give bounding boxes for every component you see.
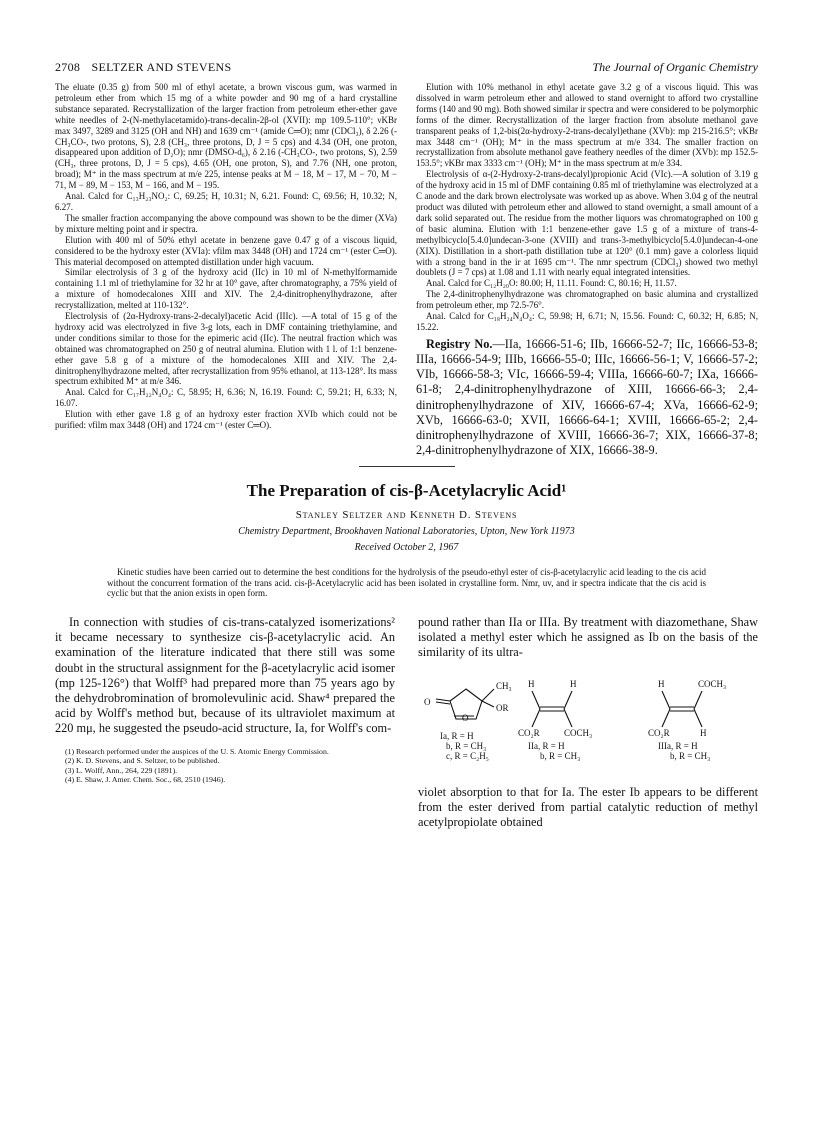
chemical-structures	[418, 669, 758, 779]
paragraph: In connection with studies of cis-trans-catalyzed isomerizations² it became necessary to synthesize cis-β-acetylacrylic acid. An examination of the literature indicated that there still was some doubt in the structural assignment for the β-acetylacrylic acid isomer (mp 125-126°) that Wolff³ had prepared more than 75 years ago by the dehydrobromination of bromolevulinic acid. Shaw⁴ prepared the acid by Wolff's method but, because of its ultraviolet maximum at 220 mμ, he suggested the pseudo-acid structure, Ia, for Wolff's com-	[55, 614, 395, 736]
atom-label: CH₃	[496, 680, 512, 691]
body-right-column	[418, 615, 758, 830]
paragraph: Anal. Calcd for C₁₇H₂₂N₄O₄: C, 58.95; H, 6.36; N, 16.19. Found: C, 59.21; H, 6.33; N, 16.07.	[55, 387, 397, 409]
paragraph: Similar electrolysis of 3 g of the hydroxy acid (IIc) in 10 ml of N-methylformamide containing 1.1 ml of triethylamine for 32 hr at 10° gave, after chromatography, a 75% yield of a mixture of homodecalones XIII and XIV. The 2,4-dinitrophenylhydrazone, after recrystallization, melted at 110-132°.	[55, 267, 397, 311]
paragraph: The eluate (0.35 g) from 500 ml of ethyl acetate, a brown viscous gum, was warmed in petroleum ether from which 15 mg of a white powder and 90 mg of a hard crystalline substance separated. Recrystallization of the larger fraction from petroleum ether-ether gave white needles of 2-(N-methylacetamido)-trans-decalin-2β-ol (XVII): mp 109.5-110°; νKBr max 3497, 3289 and 3125 (OH and NH) and 1639 cm⁻¹ (amide C═O); nmr (CDCl₃), δ 2.26 (-CH₃CO-, two protons, S), 2.8 (CH₃, three protons, D, J = 5 cps) and 4.34 (OH, one proton, disappeared upon addition of D₂O); nmr (DMSO-d₆), δ 2.16 (-CH₃CO-, two protons, S), 2.59 (CH₃, three protons, D, J = 5 cps), 4.65 (OH, one proton, S), and 7.76 (NH, one proton, broad); M⁺ in the mass spectrum at m/e 225, intense peaks at M − 18, M − 17, M − 70, M − 71, M − 89, M − 153, M − 166, and M − 195.	[55, 82, 397, 191]
received-date: Received October 2, 1967	[354, 542, 459, 554]
compound-label: Ia, R = H	[440, 730, 474, 741]
registry-numbers	[416, 337, 758, 459]
atom-label: O	[424, 696, 431, 707]
compound-label: b, R = CH₃	[540, 750, 581, 761]
paragraph: Anal. Calcd for C₁₃H₂₃NO₂: C, 69.25; H, 10.31; N, 6.21. Found: C, 69.56; H, 10.32; N, 6.27.	[55, 191, 397, 212]
compound-label: IIa, R = H	[528, 740, 565, 751]
journal-page	[55, 60, 758, 830]
running-authors: SELTZER AND STEVENS	[91, 60, 232, 74]
compound-label: IIIa, R = H	[658, 740, 698, 751]
footnotes	[55, 747, 395, 785]
journal-name: The Journal of Organic Chemistry	[592, 60, 758, 74]
atom-label: H	[570, 678, 577, 689]
atom-label: COCH₃	[698, 678, 727, 689]
compound-label: c, R = C₂H₅	[446, 750, 489, 761]
experimental-right-column	[416, 82, 758, 458]
footnote: (3) L. Wolff, Ann., 264, 229 (1891).	[65, 765, 178, 775]
atom-label: O	[462, 712, 469, 723]
registry-text: —IIa, 16666-51-6; IIb, 16666-52-7; IIc, 16666-53-8; IIIa, 16666-54-9; IIIb, 16666-55-0; IIIc, 16666-56-1; V, 16666-57-2; VIb, 16666-58-3; VIc, 16666-59-4; VIIIa, 16666-60-7; IXa, 16666-61-8; 2,4-dinitrophenylhydrazone of XIII, 16666-66-3; 2,4-dinitrophenylhydrazone of XIV, 16666-67-4; XVa, 16666-62-9; XVb, 16666-63-0; XVII, 16666-64-1; XVIII, 16666-65-2; 2,4-dinitrophenylhydrazone of XVIII, 16666-36-7; XIX, 16666-37-8; 2,4-dinitrophenylhydrazone of XIX, 16666-38-9.	[416, 336, 758, 458]
paragraph: The smaller fraction accompanying the above compound was shown to be the dimer (XVa) by mixture melting point and ir spectra.	[55, 212, 397, 234]
paragraph: Anal. Calcd for C₁₂H₂₀O: 80.00; H, 11.11. Found: C, 80.16; H, 11.57.	[426, 278, 677, 289]
article-title: The Preparation of cis-β-Acetylacrylic Acid¹	[246, 481, 567, 501]
atom-label: H	[658, 678, 665, 689]
affiliation: Chemistry Department, Brookhaven National Laboratories, Upton, New York 11973	[238, 526, 575, 538]
compound-label: b, R = CH₃	[670, 750, 711, 761]
page-header	[55, 60, 758, 82]
header-left	[55, 60, 231, 75]
article-body	[55, 615, 758, 830]
experimental-left-column	[55, 82, 397, 458]
compound-label: b, R = CH₃	[446, 740, 487, 751]
atom-label: H	[700, 727, 707, 738]
paragraph: Elution with ether gave 1.8 g of an hydroxy ester fraction XVIb which could not be purified: νfilm max 3448 (OH) and 1724 cm⁻¹ (ester C═O).	[55, 409, 397, 431]
footnote: (2) K. D. Stevens, and S. Seltzer, to be published.	[65, 756, 220, 766]
paragraph: pound rather than IIa or IIIa. By treatment with diazomethane, Shaw isolated a methyl ester which he assigned as Ib on the basis of the similarity of its ultra-	[418, 614, 758, 660]
section-divider	[359, 466, 455, 467]
footnote: (1) Research performed under the auspices of the U. S. Atomic Energy Commission.	[65, 746, 329, 756]
paragraph: Anal. Calcd for C₁₈H₂₄N₄O₄: C, 59.98; H, 6.71; N, 15.56. Found: C, 60.32; H, 6.85; N, 15.22.	[416, 311, 758, 332]
registry-label: Registry No.	[426, 336, 493, 351]
paragraph: violet absorption to that for Ia. The ester Ib appears to be different from the ester derived from partial catalytic reduction of methyl acetylpropiolate obtained	[418, 784, 758, 829]
structure-iia-alkene	[532, 691, 572, 727]
footnote: (4) E. Shaw, J. Amer. Chem. Soc., 68, 2510 (1946).	[65, 775, 226, 785]
paragraph: Elution with 10% methanol in ethyl acetate gave 3.2 g of a viscous liquid. This was dissolved in warm petroleum ether and allowed to stand overnight to afford two crystalline forms (140 and 90 mg). Both showed similar ir spectra and were considered to be polymorphic forms of the dimer. Recrystallization of the larger fraction from absolute methanol gave transparent peaks of 1,2-bis(2α-hydroxy-2-trans-decalyl)ethane (XVb): mp 215-216.5°; νKBr max 3448 cm⁻¹ (OH); M⁺ in the mass spectrum at m/e 334. The smaller fraction on recrystallization from absolute methanol gave feathery needles of the dimer (XVb): mp 152.5-153.5°; νKBr max 3333 cm⁻¹ (OH); M⁺ in the mass spectrum at m/e 334.	[416, 82, 758, 169]
structure-iiia-alkene	[662, 691, 702, 727]
atom-label: CO₂R	[648, 727, 670, 738]
article-authors: Stanley Seltzer and Kenneth D. Stevens	[295, 509, 518, 522]
paragraph: The 2,4-dinitrophenylhydrazone was chromatographed on basic alumina and crystallized from petroleum ether, mp 72.5-76°.	[416, 289, 758, 311]
atom-label: H	[528, 678, 535, 689]
body-left-column	[55, 615, 395, 830]
atom-label: CO₂R	[518, 727, 540, 738]
paragraph: Electrolysis of (2α-Hydroxy-trans-2-decalyl)acetic Acid (IIIc). —A total of 15 g of the hydroxy acid was electrolyzed in five 3-g lots, each in DMF containing triethylamine, and under conditions similar to those for the epimeric acid (IIc). The neutral fraction which was obtained was chromatographed on 250 g of neutral alumina. Elution with 1 l. of 1:1 benzene-ether gave 5.8 g of a mixture of the homodecalones XIII and XIV. The 2,4-dinitrophenylhydrazone melted, after recrystallization from 95% ethanol, at 113-128°. Its mass spectrum exhibited M⁺ at m/e 346.	[55, 311, 397, 387]
abstract: Kinetic studies have been carried out to determine the best conditions for the hydrolysis of the pseudo-ethyl ester of cis-β-acetylacrylic acid leading to the cis acid without the concurrent formation of the trans acid. cis-β-Acetylacrylic acid has been isolated in crystalline form. Nmr, uv, and ir spectra indicate that the cis acid is cyclic but that the anion exists in open form.	[107, 567, 706, 599]
experimental-columns	[55, 82, 758, 458]
page-number: 2708	[55, 60, 81, 74]
paragraph: Electrolysis of α-(2-Hydroxy-2-trans-decalyl)propionic Acid (VIc).—A solution of 3.19 g of the hydroxy acid in 15 ml of DMF containing 0.85 ml of triethylamine was electrolyzed at a C anode and the dark brown electrolysate was worked up as above. When 3.04 g of the neutral product was diluted with petroleum ether and allowed to stand overnight, a small amount of a dark solid separated out. The residue from the mother liquors was chromatographed on 100 g of basic alumina. Elution with 1:1 benzene-ether gave 1.5 g of a mixture of trans-4-methylbicyclo[5.4.0]undecan-3-one (XVIII) and trans-3-methylbicyclo[5.4.0]undecan-4-one (XIX). Distillation in a short-path distillation tube at 120° (0.1 mm) gave a colorless liquid with a strong band in the ir at 1695 cm⁻¹. The nmr spectrum (CDCl₃) showed two methyl doublets (J = 7 cps) at 1.08 and 1.11 with nearly equal integrated intensities.	[416, 169, 758, 278]
atom-label: COCH₃	[564, 727, 593, 738]
paragraph: Elution with 400 ml of 50% ethyl acetate in benzene gave 0.47 g of a viscous liquid, considered to be the hydroxy ester (XVIa): νfilm max 3448 (OH) and 1724 cm⁻¹ (ester C═O). This material decomposed on attempted distillation under high vacuum.	[55, 234, 397, 267]
atom-label: OR	[496, 702, 509, 713]
